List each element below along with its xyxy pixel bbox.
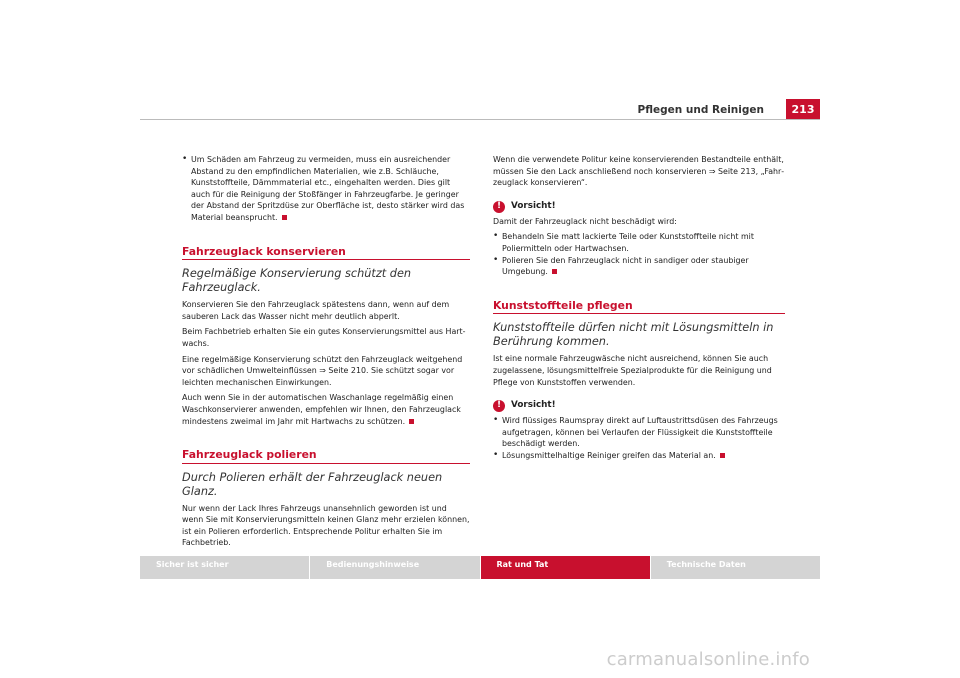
bullet-icon: •: [182, 154, 188, 164]
list-item: [182, 154, 470, 224]
list-item: [493, 231, 785, 254]
tab-rat-und-tat[interactable]: Rat und Tat: [480, 556, 650, 579]
section-heading-plastic: Kunststoffteile pflegen: [493, 300, 785, 315]
paragraph: Beim Fachbetrieb erhalten Sie ein gutes Konservierungsmittel aus Hartwachs.: [182, 327, 466, 348]
paragraph: Konservieren Sie den Fahrzeuglack spätestens dann, wenn auf dem sauberen Lack das Wasser nicht mehr deutlich abperlt.: [182, 300, 450, 321]
paragraph: Eine regelmäßige Konservierung schützt den Fahrzeuglack weitgehend vor schädlichen Umwelteinflüssen ⇒ Seite 210. Sie schützt sogar vor leichten mechanischen Einwirkungen.: [182, 354, 463, 387]
left-column: [182, 154, 470, 553]
bullet-icon: •: [493, 254, 499, 265]
paragraph: Nur wenn der Lack Ihres Fahrzeugs unansehnlich geworden ist und wenn Sie mit Konservierungsmitteln keinen Glanz mehr erzielen können, ist ein Polieren erforderlich. Entsprechende Politur erhalten Sie im Fachbetrieb.: [182, 503, 470, 548]
bullet-icon: •: [493, 231, 499, 242]
bullet-icon: •: [493, 415, 499, 426]
warning-bullet: Lösungsmittelhaltige Reiniger greifen das Material an.: [502, 450, 716, 460]
page-title: Pflegen und Reinigen: [637, 104, 764, 116]
header-divider: [140, 119, 820, 120]
warning-bullet: Wird flüssiges Raumspray direkt auf Luftaustrittsdüsen des Fahrzeugs aufgetragen, können bei Verlaufen der Flüssigkeit die Kunststoffteile beschädigt werden.: [502, 416, 778, 449]
warning-icon: !: [493, 201, 505, 213]
watermark: carmanualsonline.info: [606, 649, 810, 670]
section-heading-preserve: Fahrzeuglack konservieren: [182, 246, 470, 261]
tab-bedienungshinweise[interactable]: Bedienungshinweise: [309, 556, 479, 579]
list-item: [493, 255, 785, 278]
right-column: [493, 154, 785, 462]
warning-heading: [493, 400, 785, 412]
warning-bullet: Polieren Sie den Fahrzeuglack nicht in sandiger oder staubiger Umgebung.: [502, 255, 749, 277]
bullet-icon: •: [493, 449, 499, 460]
tab-sicher-ist-sicher[interactable]: Sicher ist sicher: [140, 556, 309, 579]
end-marker-icon: [409, 419, 414, 424]
end-marker-icon: [720, 453, 725, 458]
warning-icon: !: [493, 400, 505, 412]
warning-title: Vorsicht!: [511, 200, 556, 211]
end-marker-icon: [282, 215, 287, 220]
footer-nav: [140, 556, 820, 579]
end-marker-icon: [552, 269, 557, 274]
warning-heading: [493, 201, 785, 213]
paragraph: Wenn die verwendete Politur keine konservierenden Bestandteile enthält, müssen Sie den Lack anschließend noch konservieren ⇒ Seite 213, „Fahrzeuglack konservieren“.: [493, 155, 785, 188]
list-item: [493, 415, 785, 450]
tab-technische-daten[interactable]: Technische Daten: [650, 556, 820, 579]
section-subtitle-plastic: Kunststoffteile dürfen nicht mit Lösungsmitteln in Berührung kommen.: [493, 321, 774, 349]
warning-bullet: Behandeln Sie matt lackierte Teile oder Kunststoffteile nicht mit Poliermitteln oder Hartwachsen.: [502, 232, 754, 253]
intro-bullet-text: Um Schäden am Fahrzeug zu vermeiden, muss ein ausreichender Abstand zu den empfindlichen Materialien, wie z.B. Schläuche, Kunststoffteile, Dämmmaterial etc., eingehalten werden. Dies gilt auch für die Reinigung der Stoßfänger in Fahrzeugfarbe. Je geringer der Abstand der Spritzdüse zur Oberfläche ist, desto stärker wird das Material beansprucht.: [191, 155, 465, 222]
paragraph: Auch wenn Sie in der automatischen Waschanlage regelmäßig einen Waschkonservierer anwenden, empfehlen wir Ihnen, den Fahrzeuglack mindestens zweimal im Jahr mit Hartwachs zu schützen.: [182, 393, 461, 426]
page-number: 213: [786, 99, 820, 119]
section-subtitle-preserve: Regelmäßige Konservierung schützt den Fahrzeuglack.: [182, 267, 412, 295]
warning-title: Vorsicht!: [511, 400, 556, 411]
list-item: [493, 450, 785, 462]
paragraph: Ist eine normale Fahrzeugwäsche nicht ausreichend, können Sie auch zugelassene, lösungsmittelfreie Spezialprodukte für die Reinigung und Pflege von Kunststoffen verwenden.: [493, 354, 772, 387]
section-subtitle-polish: Durch Polieren erhält der Fahrzeuglack neuen Glanz.: [182, 470, 443, 498]
warning-text: Damit der Fahrzeuglack nicht beschädigt wird:: [493, 216, 677, 226]
section-heading-polish: Fahrzeuglack polieren: [182, 449, 470, 464]
